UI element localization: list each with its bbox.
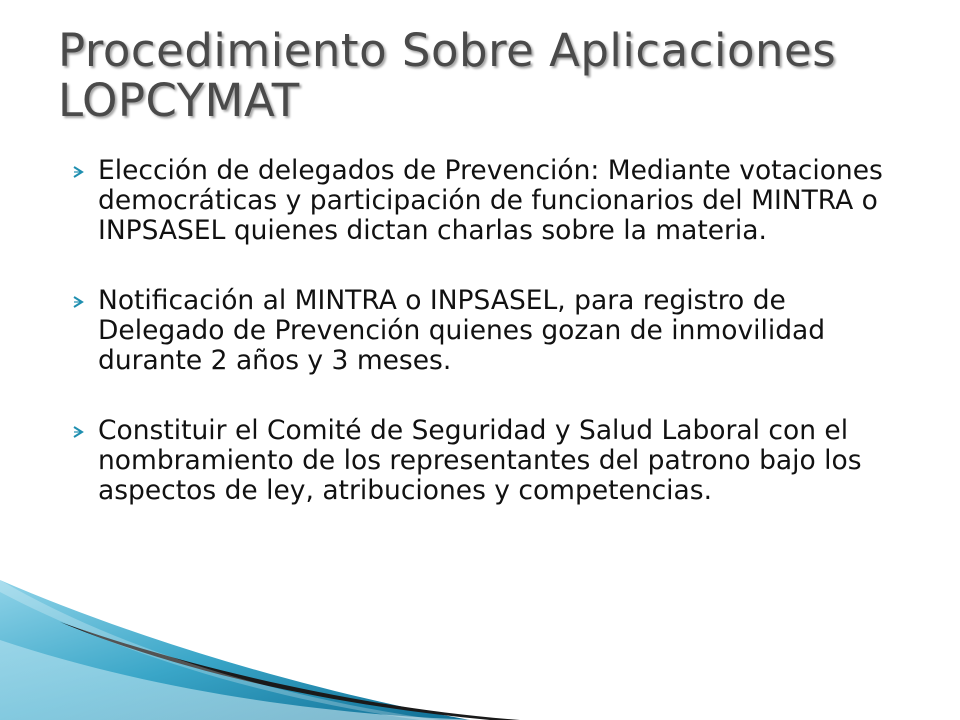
arrow-bullet-icon	[72, 425, 86, 439]
bullet-item	[72, 416, 912, 506]
bullet-list	[72, 156, 912, 546]
bullet-item	[72, 286, 912, 376]
slide-title: Procedimiento Sobre Aplicaciones LOPCYMAT	[58, 24, 837, 127]
arrow-bullet-icon	[72, 295, 86, 309]
decorative-wave-graphic	[0, 580, 960, 720]
bullet-text: Elección de delegados de Prevención: Mediante votaciones democráticas y participación de funcionarios del MINTRA o INPSASEL quienes dictan charlas sobre la materia.	[98, 155, 883, 246]
bullet-text: Constituir el Comité de Seguridad y Salud Laboral con el nombramiento de los representantes del patrono bajo los aspectos de ley, atribuciones y competencias.	[98, 415, 862, 506]
bullet-text: Notificación al MINTRA o INPSASEL, para registro de Delegado de Prevención quienes gozan de inmovilidad durante 2 años y 3 meses.	[98, 285, 826, 376]
bullet-item	[72, 156, 912, 246]
arrow-bullet-icon	[72, 165, 86, 179]
